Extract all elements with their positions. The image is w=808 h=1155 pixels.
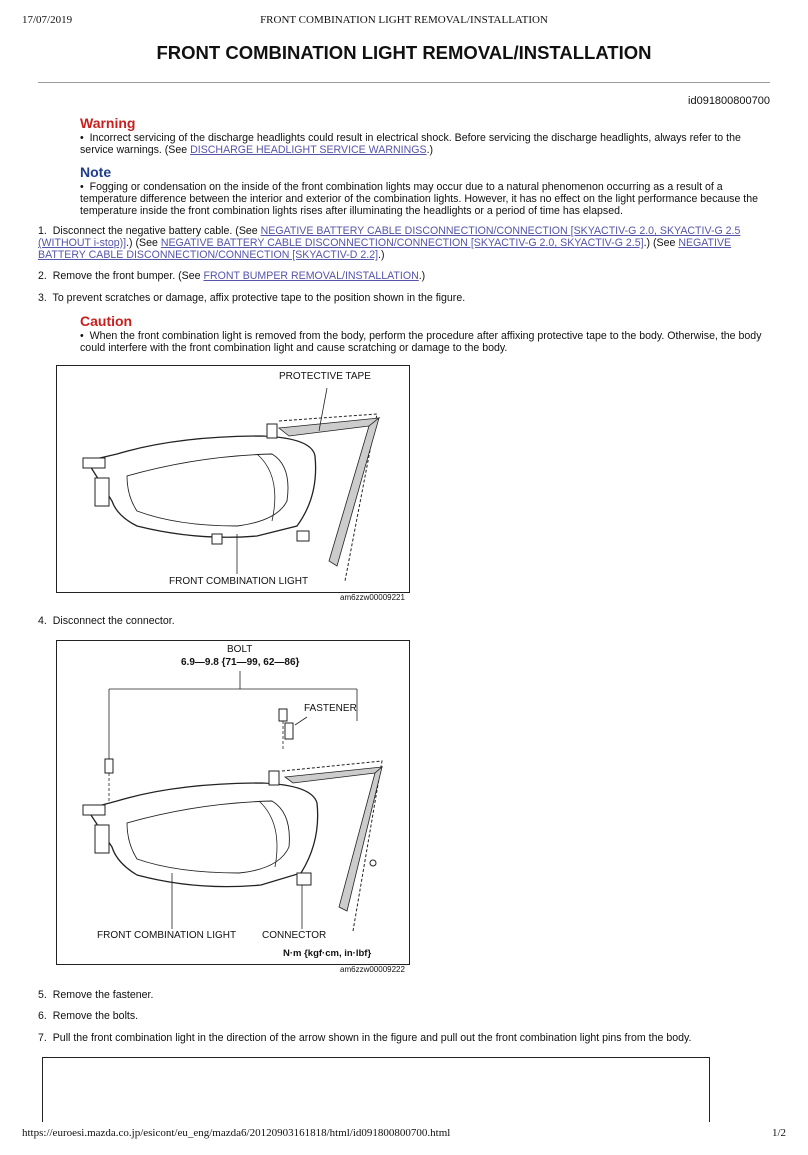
- step-text: Disconnect the negative battery cable. (See: [52, 225, 261, 237]
- caution-heading: Caution: [80, 313, 133, 329]
- label-connector: CONNECTOR: [262, 930, 327, 941]
- step-number: 5.: [38, 989, 47, 1001]
- figure-id: am6zzw00009221: [340, 593, 405, 602]
- step-number: 1.: [38, 225, 47, 237]
- step-7: [38, 1032, 770, 1044]
- link-neg-battery-g[interactable]: NEGATIVE BATTERY CABLE DISCONNECTION/CONNECTION [SKYACTIV-G 2.0, SKYACTIV-G 2.5]: [160, 237, 644, 249]
- step-1: [38, 225, 770, 261]
- headlight-connector-illustration: [57, 641, 409, 964]
- print-date: 17/07/2019: [22, 14, 73, 26]
- step-number: 7.: [38, 1032, 47, 1044]
- caution-callout: [80, 314, 770, 354]
- step-number: 4.: [38, 615, 47, 627]
- caution-body: When the front combination light is removed from the body, perform the procedure after affixing protective tape to the body. Otherwise, the body could interfere with the front combination light and cause scratching or damage to the body.: [80, 330, 762, 354]
- step-text: Disconnect the connector.: [52, 615, 175, 627]
- step-5: [38, 989, 770, 1001]
- torque-units: N·m {kgf·cm, in·lbf}: [283, 948, 372, 959]
- print-footer-url: https://euroesi.mazda.co.jp/esicont/eu_eng/mazda6/20120903161818/html/id091800800700.html: [22, 1127, 451, 1139]
- figure-id: am6zzw00009222: [340, 965, 405, 974]
- warning-tail: .): [426, 144, 434, 156]
- figure-connector: [56, 640, 410, 965]
- link-neg-battery-d[interactable]: NEGATIVE BATTERY CABLE DISCONNECTION/CONNECTION [SKYACTIV-D 2.2]: [38, 237, 732, 261]
- step-text: .): [378, 249, 385, 261]
- step-4: [38, 615, 770, 627]
- headlight-tape-illustration: [57, 366, 409, 592]
- caution-text: • When the front combination light is removed from the body, perform the procedure after affixing protective tape to the body. Otherwise, the body could interfere with the front combination light and cause scratching or damage to the body.: [80, 330, 762, 354]
- print-header-title: FRONT COMBINATION LIGHT REMOVAL/INSTALLATION: [260, 14, 548, 26]
- step-text: Remove the bolts.: [52, 1010, 139, 1022]
- warning-callout: [80, 116, 770, 156]
- link-neg-battery-istop[interactable]: NEGATIVE BATTERY CABLE DISCONNECTION/CONNECTION [SKYACTIV-G 2.0, SKYACTIV-G 2.5 (WITHOUT i-stop)]: [38, 225, 741, 249]
- step-text: .) (See: [126, 237, 161, 249]
- note-callout: [80, 165, 770, 217]
- step-text: Remove the fastener.: [52, 989, 154, 1001]
- print-page-number: 1/2: [771, 1127, 786, 1139]
- label-front-combination-light: FRONT COMBINATION LIGHT: [169, 576, 309, 587]
- note-text: • Fogging or condensation on the inside of the front combination lights may occur due to a natural phenomenon occurring as a result of a temperature difference between the interior and exterior of the combination lights. However, it has no effect on the light performance because the temperature inside the front combination lights rises after illuminating the headlights or a period of time has elapsed.: [80, 181, 759, 217]
- page-title: FRONT COMBINATION LIGHT REMOVAL/INSTALLATION: [156, 42, 652, 63]
- document-id: id091800800700: [688, 95, 770, 107]
- divider: [38, 82, 770, 83]
- step-text: .) (See: [643, 237, 679, 249]
- step-text: .): [418, 270, 426, 282]
- warning-heading: Warning: [80, 115, 136, 131]
- label-fastener: FASTENER: [304, 703, 357, 714]
- step-text: Remove the front bumper. (See: [52, 270, 204, 282]
- bolt-torque-value: 6.9—9.8 {71—99, 62—86}: [181, 657, 300, 668]
- step-6: [38, 1010, 770, 1022]
- link-front-bumper[interactable]: FRONT BUMPER REMOVAL/INSTALLATION: [203, 270, 419, 282]
- label-protective-tape: PROTECTIVE TAPE: [279, 371, 371, 382]
- warning-body: Incorrect servicing of the discharge headlights could result in electrical shock. Before servicing the discharge headlights, always refer to the service warnings. (See: [80, 132, 741, 156]
- step-number: 2.: [38, 270, 47, 282]
- step-text: To prevent scratches or damage, affix protective tape to the position shown in the figure.: [52, 292, 466, 304]
- label-front-combination-light: FRONT COMBINATION LIGHT: [97, 930, 237, 941]
- warning-text: • Incorrect servicing of the discharge headlights could result in electrical shock. Before servicing the discharge headlights, always refer to the service warnings. (See DISCHARGE HEADLIGHT SERVICE WARNINGS.): [80, 132, 741, 156]
- step-3: [38, 292, 770, 304]
- step-number: 3.: [38, 292, 47, 304]
- step-2: [38, 270, 770, 282]
- step-text: Pull the front combination light in the direction of the arrow shown in the figure and pull out the front combination light pins from the body.: [52, 1032, 692, 1044]
- figure-protective-tape: [56, 365, 410, 593]
- link-discharge-headlight-warnings[interactable]: DISCHARGE HEADLIGHT SERVICE WARNINGS: [190, 144, 427, 156]
- step-number: 6.: [38, 1010, 47, 1022]
- label-bolt: BOLT: [227, 644, 253, 655]
- note-body: Fogging or condensation on the inside of the front combination lights may occur due to a natural phenomenon occurring as a result of a temperature difference between the interior and exterior of the combination lights. However, it has no effect on the light performance because the temperature inside the front combination lights rises after illuminating the headlights or a period of time has elapsed.: [80, 181, 759, 217]
- note-heading: Note: [80, 164, 112, 180]
- figure-partial-frame: [42, 1057, 710, 1122]
